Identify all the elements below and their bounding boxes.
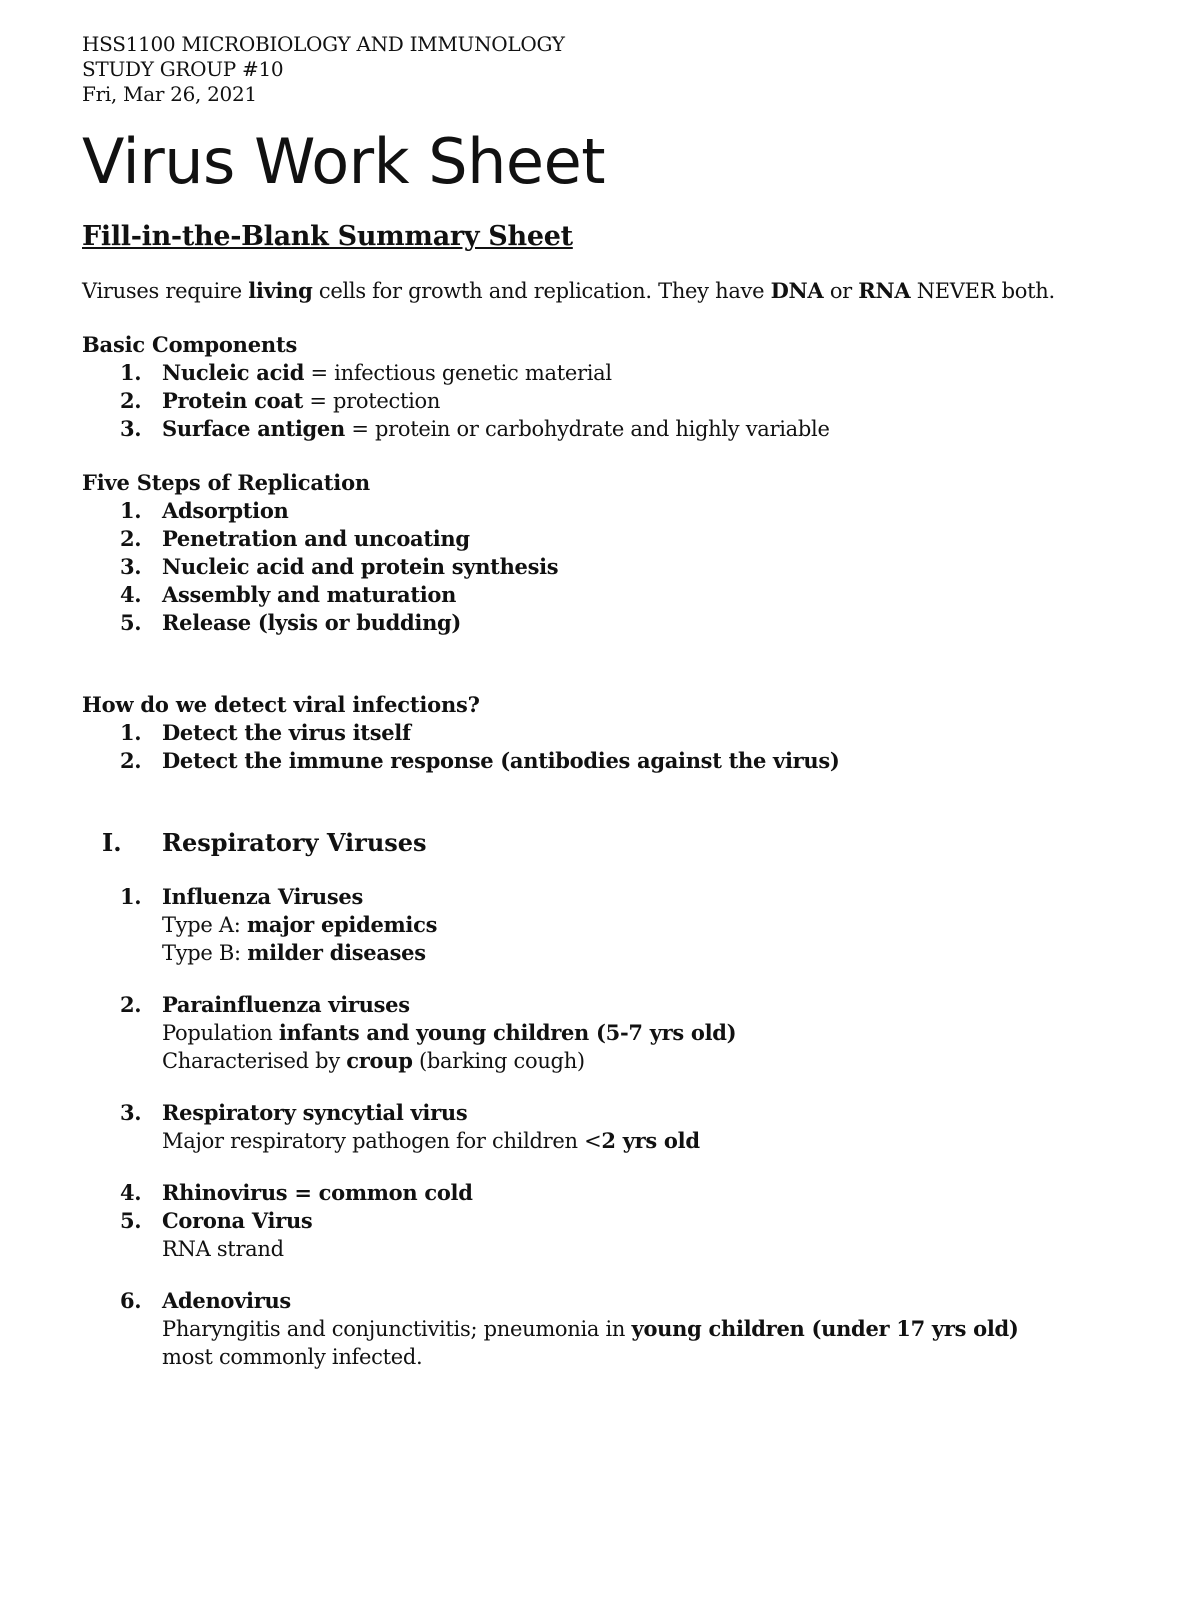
list-item: 4. Assembly and maturation xyxy=(120,582,457,607)
study-group: STUDY GROUP #10 xyxy=(82,57,284,81)
list-item: 2. Detect the immune response (antibodies against the virus) xyxy=(120,748,840,773)
replication-heading: Five Steps of Replication xyxy=(82,470,370,495)
page-subtitle: Fill-in-the-Blank Summary Sheet xyxy=(82,221,573,252)
list-item: 5. Release (lysis or budding) xyxy=(120,610,462,635)
basic-components-heading: Basic Components xyxy=(82,332,298,357)
list-item: 3. Surface antigen = protein or carbohydrate and highly variable xyxy=(120,416,830,441)
page-title: Virus Work Sheet xyxy=(82,125,606,198)
replication-list xyxy=(82,497,1162,637)
virus-entry-parainfluenza: 2. Parainfluenza viruses Population infants and young children (5-7 yrs old) Characterised by croup (barking cough) xyxy=(120,992,737,1073)
list-item: 2. Protein coat = protection xyxy=(120,388,441,413)
section-heading-respiratory: I. Respiratory Viruses xyxy=(102,828,427,857)
detection-list xyxy=(82,719,1162,775)
virus-entry-adenovirus: 6. Adenovirus Pharyngitis and conjunctivitis; pneumonia in young children (under 17 yrs old) most commonly infected. xyxy=(120,1288,1019,1369)
document-date: Fri, Mar 26, 2021 xyxy=(82,82,257,106)
intro-paragraph: Viruses require living cells for growth and replication. They have DNA or RNA NEVER both. xyxy=(82,278,1055,303)
list-item: 1. Nucleic acid = infectious genetic material xyxy=(120,360,612,385)
document-page xyxy=(82,32,1162,1371)
virus-entry-influenza: 1. Influenza Viruses Type A: major epidemics Type B: milder diseases xyxy=(120,884,438,965)
detection-heading: How do we detect viral infections? xyxy=(82,692,480,717)
list-item: 2. Penetration and uncoating xyxy=(120,526,470,551)
virus-entry-corona: 5. Corona Virus RNA strand xyxy=(120,1208,313,1261)
document-header xyxy=(82,32,1162,107)
list-item: 3. Nucleic acid and protein synthesis xyxy=(120,554,559,579)
basic-components-list xyxy=(82,359,1162,443)
virus-entry-rsv: 3. Respiratory syncytial virus Major respiratory pathogen for children <2 yrs old xyxy=(120,1100,700,1153)
list-item: 1. Adsorption xyxy=(120,498,289,523)
course-name: HSS1100 MICROBIOLOGY AND IMMUNOLOGY xyxy=(82,32,565,56)
virus-entry-rhinovirus: 4. Rhinovirus = common cold xyxy=(120,1180,473,1205)
list-item: 1. Detect the virus itself xyxy=(120,720,411,745)
